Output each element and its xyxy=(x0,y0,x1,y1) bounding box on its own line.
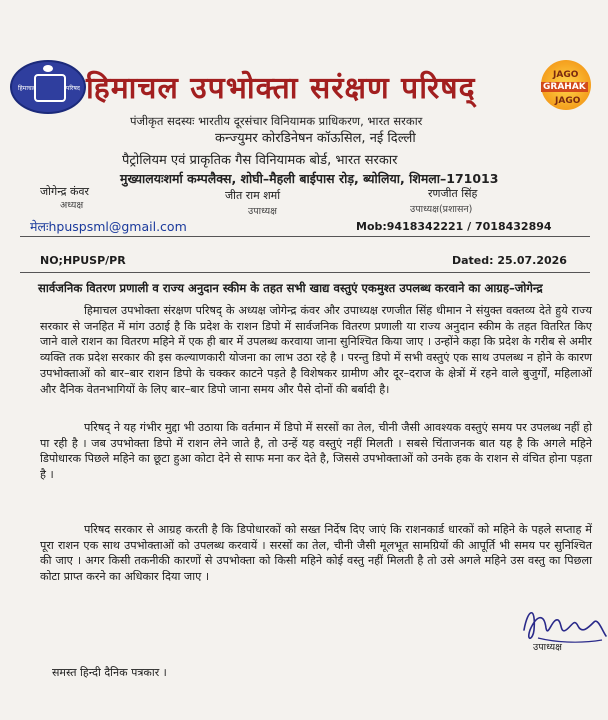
president-name: जोगेन्द्र कंवर xyxy=(40,185,90,198)
headquarters-address: मुख्यालयःशर्मा कम्पलैक्स, शोघी–मैहली बाईपास रोड़, ब्योलिया, शिमला–171013 xyxy=(120,171,499,186)
subject-divider xyxy=(20,272,590,273)
logo-word-bottom: JAGO xyxy=(555,96,581,106)
emblem-left-text: हिमाचल xyxy=(18,85,36,92)
registered-line: पंजीकृत सदस्यः भारतीय दूरसंचार विनियामक प्राधिकरण, भारत सरकार xyxy=(130,114,423,128)
organization-title: हिमाचल उपभोक्ता सरंक्षण परिषद् xyxy=(86,71,476,106)
email-address[interactable]: मेलःhpuspsml@gmail.com xyxy=(30,219,187,234)
reference-number: NO;HPUSP/PR xyxy=(40,254,126,267)
body-paragraph-2: परिषद् ने यह गंभीर मुद्दा भी उठाया कि वर्तमान में डिपो में सरसों का तेल, चीनी जैसी आवश्यक वस्तुएं समय पर उपलब्ध नहीं हो पा रही है । जब उपभोक्ता डिपो में राशन लेने जाते है, तो उन्हें यह वस्तुएं नहीं मिलती । सबसे चिंताजनक बात यह है कि अगले महिने डिपोधारक पिछले महिने का छूटा हुआ कोटा देने से साफ मना कर देते है, जिससे उपभोक्ताओं को उनके हक के राशन से वंचित होना पड़ता है । xyxy=(40,421,592,482)
board-line: पैट्रोलियम एवं प्राकृतिक गैस विनियामक बोर्ड, भारत सरकार xyxy=(122,153,398,168)
header-divider xyxy=(20,236,590,237)
emblem-right-text: परिषद xyxy=(65,85,80,92)
logo-word-middle: GRAHAK xyxy=(543,82,586,92)
body-paragraph-1: हिमाचल उपभोक्ता संरक्षण परिषद् के अध्यक्ष जोगेन्द्र कंवर और उपाध्यक्ष रणजीत सिंह धीमान ने संयुक्त वक्तव्य देते हुये राज्य सरकार से जनहित में मांग उठाई है कि प्रदेश के राशन डिपो में सार्वजनिक वितरण प्रणाली या राज्य अनुदान स्कीम के तहत वितरित किए जाने वाले राशन का वितरण महिने में एक ही बार में उपलब्ध करवाया जाना सुनिश्चित किया जाए । उन्होंने कहा कि प्रदेश के गरीब से अमीर व्यक्ति तक प्रदेश सरकार की इस कल्याणकारी योजना का लाभ उठा रहे है । परन्तु डिपो में सभी वस्तुएं एक साथ उपलब्ध न होने के कारण उपभोक्ताओं को बार–बार राशन डिपो के चक्कर काटने पड़ते है विशेषकर ग्रामीण और दूर–दराज के क्षेत्रों में रहने वाले बुजुर्गों, महिलाओं और दैनिक वेतनभागियों के लिए बार–बार डिपो जाना समय और पैसे दोनों की बर्बादी है। xyxy=(40,304,592,396)
admin-vice-president-role: उपाध्यक्ष(प्रशासन) xyxy=(410,204,473,215)
council-line: कन्ज्युमर कोरडिनेषन कॉऊसिल, नई दिल्ली xyxy=(215,131,416,146)
recipient-line: समस्त हिन्दी दैनिक पत्रकार । xyxy=(52,666,167,679)
president-role: अध्यक्ष xyxy=(60,200,84,211)
admin-vice-president-name: रणजीत सिंह xyxy=(428,187,478,200)
body-paragraph-3: परिषद सरकार से आग्रह करती है कि डिपोधारकों को सख्त निर्देष दिए जाएं कि राशनकार्ड धारकों को महिने के पहले सप्ताह में पूरा राशन एक साथ उपभोक्ताओं को उपलब्ध करवायें । सरसों का तेल, चीनी जैसी मूलभूत सामग्रियों की आपूर्ति भी समय पर सुनिश्चित की जाए । अगर किसी तकनीकी कारणों से उपभोक्ता को किसी महिने कोई वस्तु नहीं मिलती है तो उसे अगले महिने उस वस्तु का पिछला कोटा प्राप्त करने का अधिकार दिया जाए । xyxy=(40,523,592,584)
mobile-numbers: Mob:9418342221 / 7018432894 xyxy=(356,220,552,233)
vice-president-name: जीत राम शर्मा xyxy=(225,189,281,202)
letter-date: Dated: 25.07.2026 xyxy=(452,254,567,267)
organization-emblem xyxy=(10,60,86,114)
logo-word-top: JAGO xyxy=(553,70,579,80)
vice-president-role: उपाध्यक्ष xyxy=(248,206,277,217)
handwritten-signature xyxy=(518,600,608,652)
jago-grahak-logo xyxy=(537,58,595,120)
signatory-title: उपाध्यक्ष xyxy=(533,642,562,653)
letter-subject: सार्वजनिक वितरण प्रणाली व राज्य अनुदान स्कीम के तहत सभी खाद्य वस्तुएं एकमुश्त उपलब्ध करवाने का आग्रह–जोगेन्द्र xyxy=(38,281,543,295)
